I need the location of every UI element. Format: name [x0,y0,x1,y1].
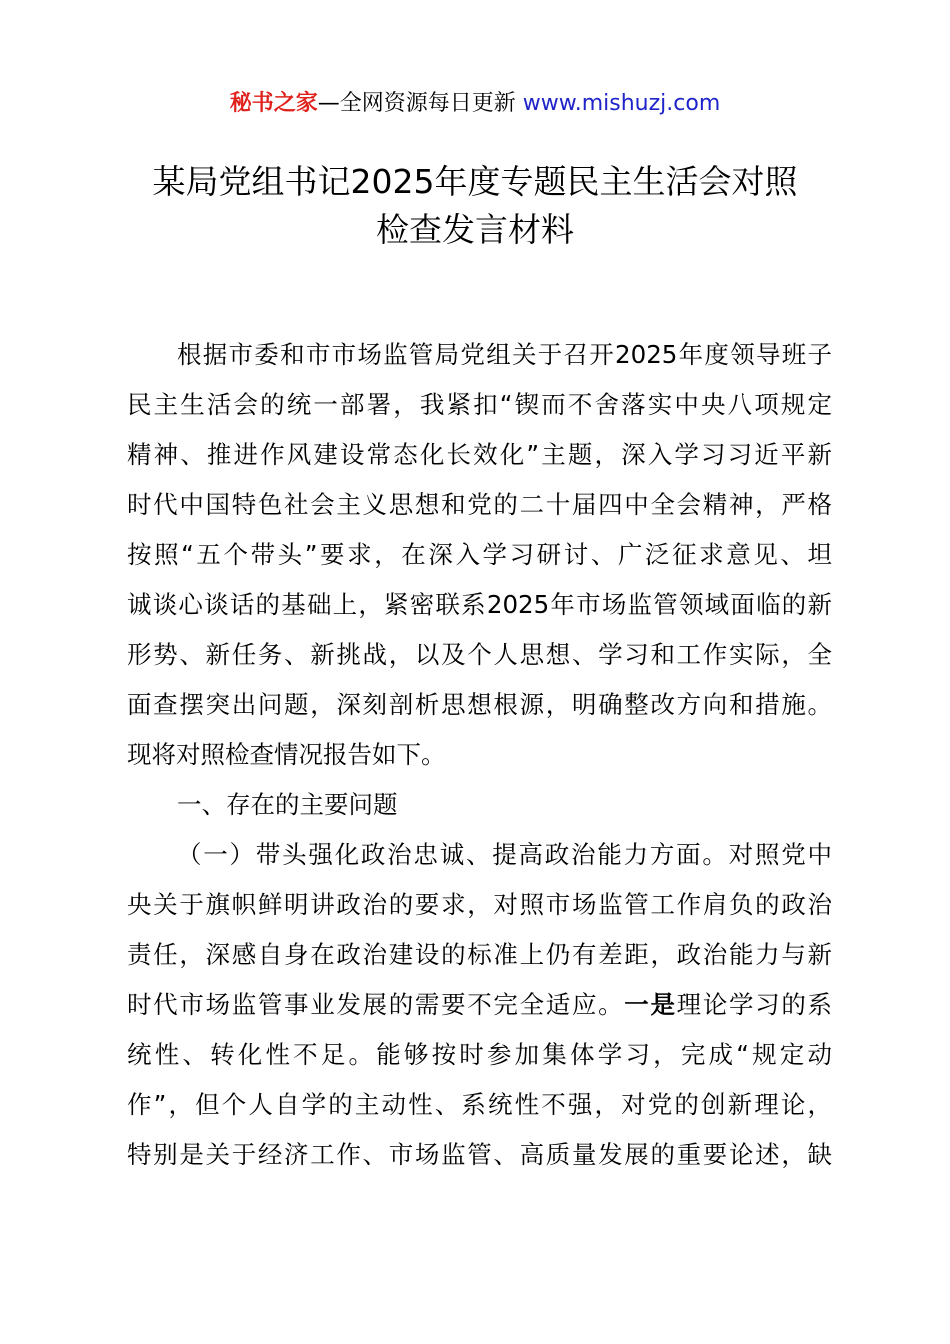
paragraph-text: 理论学习的系 [676,990,833,1019]
paragraph-line: 作”，但个人自学的主动性、系统性不强，对党的创新理论， [127,1090,832,1119]
paragraph-line: （一）带头强化政治忠诚、提高政治能力方面。对照党中 [177,840,832,869]
paragraph-line: 统性、转化性不足。能够按时参加集体学习，完成“规定动 [127,1040,832,1069]
paragraph-line [127,980,832,1030]
paragraph-line: 面查摆突出问题，深刻剖析思想根源，明确整改方向和措施。 [127,690,832,719]
paragraph-line: 形势、新任务、新挑战，以及个人思想、学习和工作实际，全 [127,640,832,669]
paragraph-line: 根据市委和市市场监管局党组关于召开2025年度领导班子 [177,340,832,369]
document-title [60,158,890,254]
site-header [0,88,950,120]
section-paragraph [127,830,832,1180]
title-line-2: 检查发言材料 [376,210,574,249]
paragraph-line: 现将对照检查情况报告如下。 [127,740,446,769]
brand-name: 秘书之家 [229,91,318,116]
paragraph-line: 央关于旗帜鲜明讲政治的要求，对照市场监管工作肩负的政治 [127,890,832,919]
paragraph-line: 责任，深感自身在政治建设的标准上仍有差距，政治能力与新 [127,940,832,969]
emphasis-text: 一是 [624,990,677,1019]
paragraph-line: 特别是关于经济工作、市场监管、高质量发展的重要论述，缺 [127,1140,832,1169]
title-line-1: 某局党组书记2025年度专题民主生活会对照 [152,162,798,201]
paragraph-line: 民主生活会的统一部署，我紧扣“锲而不舍落实中央八项规定 [127,390,832,419]
intro-paragraph [127,330,832,780]
paragraph-line: 精神、推进作风建设常态化长效化”主题，深入学习习近平新 [127,440,832,469]
paragraph-text: 时代市场监管事业发展的需要不完全适应。 [127,990,625,1019]
paragraph-line: 按照“五个带头”要求，在深入学习研讨、广泛征求意见、坦 [127,540,832,569]
document-body [127,330,832,1180]
paragraph-line: 时代中国特色社会主义思想和党的二十届四中全会精神，严格 [127,490,832,519]
header-tagline: —全网资源每日更新 [317,91,523,116]
site-url-link[interactable]: www.mishuzj.com [522,91,721,116]
paragraph-line: 诚谈心谈话的基础上，紧密联系2025年市场监管领域面临的新 [127,590,832,619]
section-heading: 一、存在的主要问题 [177,790,398,819]
